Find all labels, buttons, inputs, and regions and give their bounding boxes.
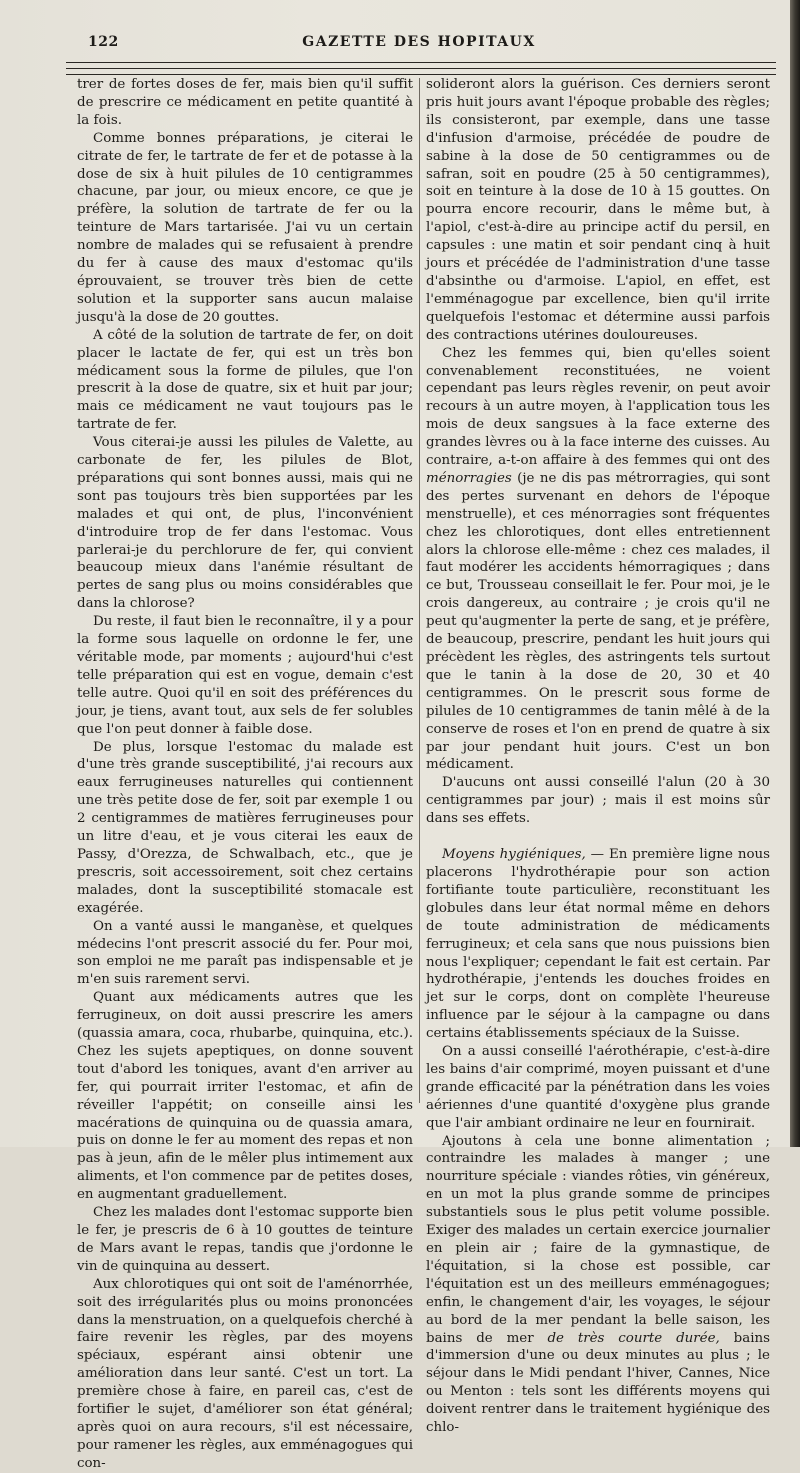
paragraph: A côté de la solution de tartrate de fer, on doit placer le lactate de fer, qui est un très bon médicament sous la forme de pilules, que l'on prescrit à la dose de quatre, six et huit par jour; mais ce médicament ne vaut toujours pas le tartrate de fer.: [77, 327, 413, 433]
header-rule: [66, 74, 776, 75]
right-column: [426, 76, 770, 1437]
paragraph: D'aucuns ont aussi conseillé l'alun (20 à 30 centigrammes par jour) ; mais il est moins sûr dans ses effets.: [426, 775, 770, 827]
paragraph: trer de fortes doses de fer, mais bien qu'il suffit de prescrire ce médicament en petite quantité à la fois.: [77, 77, 413, 128]
header-double-rule: [66, 62, 776, 69]
paragraph: solideront alors la guérison. Ces derniers seront pris huit jours avant l'époque probable des règles; ils consisteront, par exemple, dans une tasse d'infusion d'armoise, précédée de poudre de sabine à la dose de 50 centigrammes ou de safran, soit en poudre (25 à 50 centigrammes), soit en teinture à la dose de 10 à 15 gouttes. On pourra encore recourir, dans le même but, à l'apiol, c'est-à-dire au principe actif du persil, en capsules : une matin et soir pendant cinq à huit jours et précédée de l'administration d'une tasse d'absinthe ou d'armoise. L'apiol, en effet, est l'emménagogue par excellence, bien qu'il irrite quelquefois l'estomac et détermine aussi parfois des contractions utérines douloureuses.: [426, 77, 770, 343]
italic-term: ménorragies: [426, 470, 512, 486]
italic-term: de très courte durée,: [547, 1330, 720, 1346]
paragraph: Vous citerai-je aussi les pilules de Valette, au carbonate de fer, les pilules de Blot, préparations qui sont bonnes aussi, mais qui ne sont pas toujours très bien supportées par les malades et qui ont, de plus, l'inconvénient d'introduire trop de fer dans l'estomac. Vous parlerai-je du perchlorure de fer, qui convient beaucoup mieux dans l'anémie résultant de pertes de sang plus ou moins considérables que dans la chlorose?: [77, 435, 413, 612]
paragraph-text: — En première ligne nous placerons l'hydrothérapie pour son action fortifiante toute particulière, reconstituant les globules dans leur état normal même en dehors de toute administration de médicaments ferrugineux; et cela sans que nous puissions bien nous l'expliquer; cependant le fait est certain. Par hydrothérapie, j'entends les douches froides en jet sur le corps, dont on complète l'heureuse influence par le séjour à la campagne ou dans certains établissements spéciaux de la Suisse.: [426, 847, 771, 1042]
paragraph: De plus, lorsque l'estomac du malade est d'une très grande susceptibilité, j'ai recours aux eaux ferrugineuses naturelles qui contiennent une très petite dose de fer, soit par exemple 1 ou 2 centigrammes de matières ferrugineuses pour un litre d'eau, et je vous citerai les eaux de Passy, d'Orezza, de Schwalbach, etc., que je prescris, soit accessoirement, soit chez certains malades, dont la susceptibilité stomacale est exagérée.: [77, 739, 413, 916]
paragraph: Du reste, il faut bien le reconnaître, il y a pour la forme sous laquelle on ordonne le fer, une véritable mode, par moments ; aujourd'hui c'est telle préparation qui est en vogue, demain c'est telle autre. Quoi qu'il en soit des préférences du jour, je tiens, avant tout, aux sels de fer solubles que l'on peut donner à faible dose.: [77, 614, 413, 737]
section-heading: Moyens hygiéniques,: [442, 847, 586, 863]
paragraph: Quant aux médicaments autres que les ferrugineux, on doit aussi prescrire les amers (quassia amara, coca, rhubarbe, quinquina, etc.). Chez les sujets apeptiques, on donne souvent tout d'abord les toniques, avant d'en arriver au fer, qui pourrait irriter l'estomac, et afin de réveiller l'appétit; on conseille ainsi les macérations de quinquina ou de quassia amara, puis on donne le fer au moment des repas et non pas à jeun, afin de le mêler plus intimement aux aliments, et l'on commence par de petites doses, en augmentant graduellement.: [77, 990, 413, 1203]
column-divider: [419, 78, 420, 1103]
page-edge-shadow: [790, 0, 800, 1147]
left-column: [77, 76, 413, 1473]
paragraph-text: (je ne dis pas métrorragies, qui sont des pertes survenant en dehors de l'époque menstruelle), et ces ménorragies sont fréquentes chez les chlorotiques, dont elles entretiennent alors la chlorose elle-même : chez ces malades, il faut modérer les accidents hémorragiques ; dans ce but, Trousseau conseillait le fer. Pour moi, je le crois dangereux, au contraire ; je crois qu'il ne peut qu'augmenter la perte de sang, et je préfère, de beaucoup, prescrire, pendant les huit jours qui précèdent les règles, des astringents tels surtout que le tanin à la dose de 20, 30 et 40 centigrammes. On le prescrit sous forme de pilules de 10 centigrammes de tanin mêlé à de la conserve de roses et l'on en prend de quatre à six par jour pendant huit jours. C'est un bon médicament.: [426, 470, 770, 773]
paragraph: Comme bonnes préparations, je citerai le citrate de fer, le tartrate de fer et de potasse à la dose de six à huit pilules de 10 centigrammes chacune, par jour, ou mieux encore, ce que je préfère, la solution de tartrate de fer ou la teinture de Mars tartarisée. J'ai vu un certain nombre de malades qui se refusaient à prendre du fer à cause des maux d'estomac qu'ils éprouvaient, se trouver très bien de cette solution et la supporter sans aucun malaise jusqu'à la dose de 20 gouttes.: [77, 130, 413, 325]
paragraph: Chez les malades dont l'estomac supporte bien le fer, je prescris de 6 à 10 gouttes de teinture de Mars avant le repas, tandis que j'ordonne le vin de quinquina au dessert.: [77, 1205, 413, 1274]
paragraph-text: Ajoutons à cela une bonne alimentation ; contraindre les malades à manger ; une nourriture spéciale : viandes rôties, vin généreux, en un mot la plus grande somme de principes substantiels sous le plus petit volume possible. Exiger des malades un certain exercice journalier en plein air ; faire de la gymnastique, de l'équitation, si la chose est possible, car l'équitation est un des meilleurs emménagogues; enfin, le changement d'air, les voyages, le séjour au bord de la mer pendant la belle saison, les bains de mer: [426, 1133, 770, 1346]
section-paragraph: [426, 846, 770, 1043]
paragraph: [426, 345, 770, 775]
journal-title: GAZETTE DES HOPITAUX: [302, 34, 536, 50]
page-header: [60, 34, 778, 56]
page-number: 122: [88, 34, 119, 50]
paragraph: Aux chlorotiques qui ont soit de l'aménorrhée, soit des irrégularités plus ou moins prononcées dans la menstruation, on a quelquefois cherché à faire revenir les règles, par des moyens spéciaux, espérant ainsi obtenir une amélioration dans leur santé. C'est un tort. La première chose à faire, en pareil cas, c'est de fortifier le sujet, d'améliorer son état général; après quoi on aura recours, s'il est nécessaire, pour ramener les règles, aux emménagogues qui con-: [77, 1276, 413, 1471]
paragraph: On a vanté aussi le manganèse, et quelques médecins l'ont prescrit associé du fer. Pour moi, son emploi ne me paraît pas indispensable et je m'en suis rarement servi.: [77, 918, 413, 988]
paragraph-text: bains d'immersion d'une ou deux minutes au plus ; le séjour dans le Midi pendant l'hiver, Cannes, Nice ou Menton : tels sont les différents moyens qui doivent rentrer dans le traitement hygiénique des chlo-: [426, 1330, 770, 1436]
paragraph: On a aussi conseillé l'aérothérapie, c'est-à-dire les bains d'air comprimé, moyen puissant et d'une grande efficacité par la pénétration dans les voies aériennes d'une quantité d'oxygène plus grande que l'air ambiant ordinaire ne leur en fournirait.: [426, 1044, 770, 1131]
paragraph: [426, 1133, 770, 1437]
paragraph-text: Chez les femmes qui, bien qu'elles soient convenablement reconstituées, ne voient cependant pas leurs règles revenir, on peut avoir recours à un autre moyen, à l'application tous les mois de deux sangsues à la face externe des grandes lèvres ou à la face interne des cuisses. Au contraire, a-t-on affaire à des femmes qui ont des: [426, 345, 770, 469]
